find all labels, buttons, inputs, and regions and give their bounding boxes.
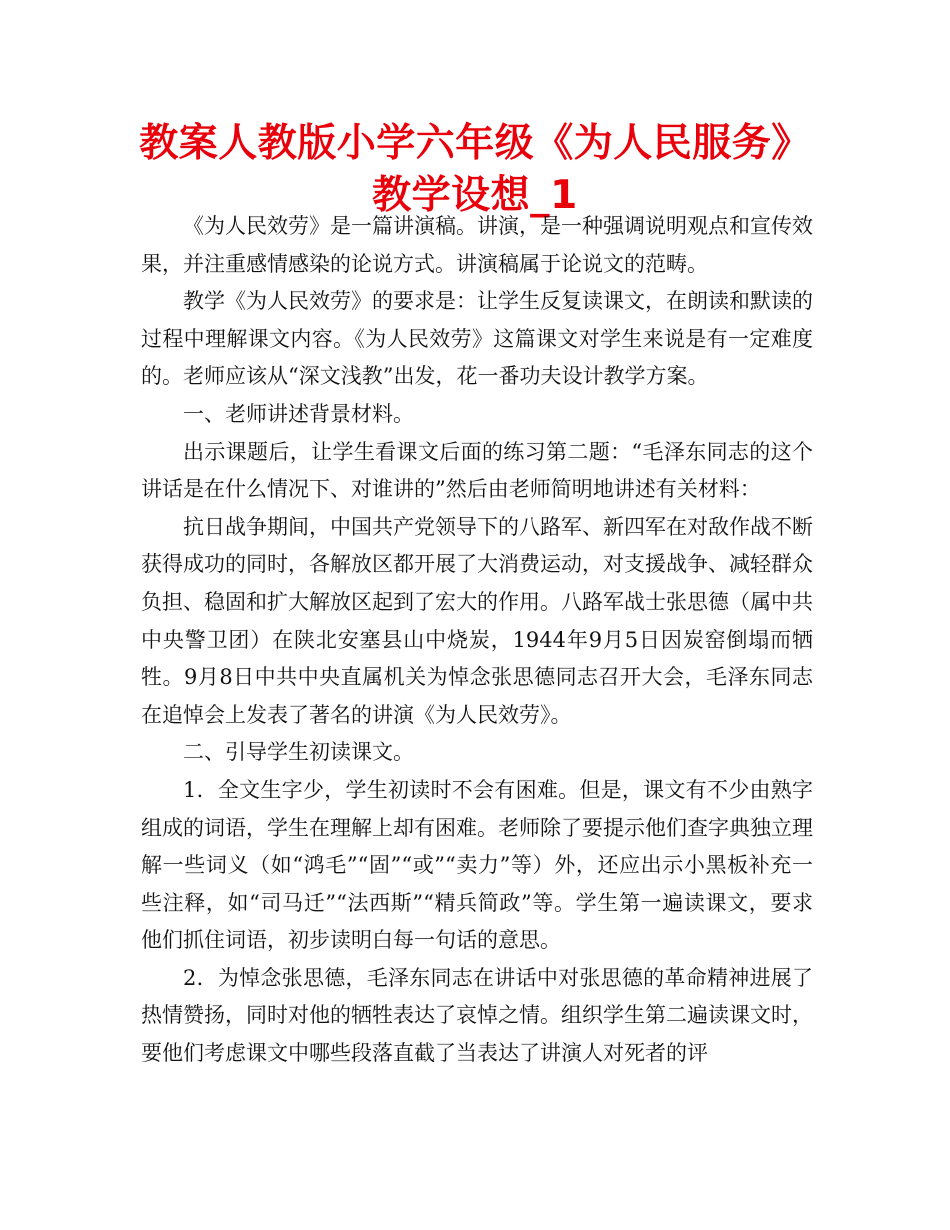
section-heading: 二、引导学生初读课文。 [183,740,414,765]
document-body [141,208,813,1073]
paragraph: 出示课题后，让学生看课文后面的练习第二题：“毛泽东同志的这个讲话是在什么情况下、对谁讲的”然后由老师简明地讲述有关材料： [141,439,813,502]
paragraph: 1．全文生字少，学生初读时不会有困难。但是，课文有不少由熟字组成的词语，学生在理解上却有困难。老师除了要提示他们查字典独立理解一些词义（如“鸿毛”“固”“或”“卖力”等）外，还应出示小黑板补充一些注释，如“司马迁”“法西斯”“精兵简政”等。学生第一遍读课文，要求他们抓住词语，初步读明白每一句话的意思。 [141,777,813,953]
paragraph: 教学《为人民效劳》的要求是：让学生反复读课文，在朗读和默读的过程中理解课文内容。《为人民效劳》这篇课文对学生来说是有一定难度的。老师应该从“深文浅教”出发，花一番功夫设计教学方案。 [141,289,813,389]
page-title: 教案人教版小学六年级《为人民服务》教学设想_1 [139,121,811,218]
section-heading: 一、老师讲述背景材料。 [183,401,414,426]
paragraph: 《为人民效劳》是一篇讲演稿。讲演，是一种强调说明观点和宣传效果，并注重感情感染的论说方式。讲演稿属于论说文的范畴。 [141,214,813,276]
paragraph: 抗日战争期间，中国共产党领导下的八路军、新四军在对敌作战不断获得成功的同时，各解放区都开展了大消费运动，对支援战争、减轻群众负担、稳固和扩大解放区起到了宏大的作用。八路军战士张思德（属中共中央警卫团）在陕北安塞县山中烧炭，1944年9月5日因炭窑倒塌而牺牲。9月8日中共中央直属机关为悼念张思德同志召开大会，毛泽东同志在追悼会上发表了著名的讲演《为人民效劳》。 [141,514,813,727]
paragraph: 2．为悼念张思德，毛泽东同志在讲话中对张思德的革命精神进展了热情赞扬，同时对他的牺牲表达了哀悼之情。组织学生第二遍读课文时，要他们考虑课文中哪些段落直截了当表达了讲演人对死者的评 [141,965,813,1066]
